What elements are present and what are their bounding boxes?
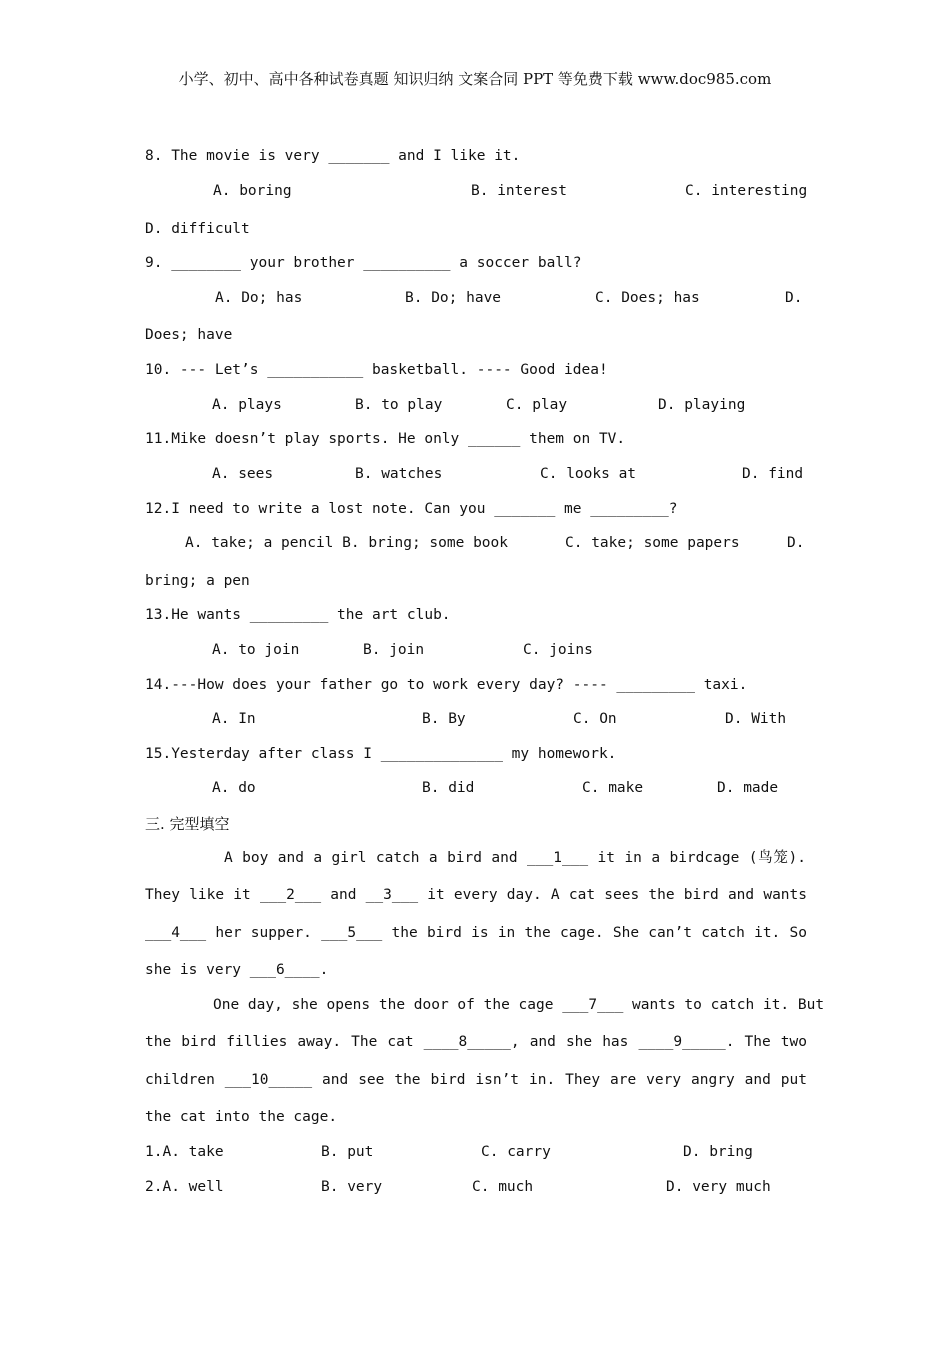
q14-option-c: C. On bbox=[573, 711, 617, 727]
q9-option-b: B. Do; have bbox=[405, 290, 502, 306]
q12-option-d-label: D. bbox=[787, 535, 805, 551]
q8-option-a: A. boring bbox=[213, 183, 292, 199]
cloze-q2-option-d: D. very much bbox=[666, 1179, 771, 1195]
section-3-title: 三. 完型填空 bbox=[145, 815, 230, 833]
question-9-stem: 9. ________ your brother __________ a soccer ball? bbox=[145, 255, 582, 271]
cloze-para2-line1: One day, she opens the door of the cage ___7___ wants to catch it. But bbox=[213, 997, 825, 1013]
q12-option-d: bring; a pen bbox=[145, 573, 250, 589]
q9-option-c: C. Does; has bbox=[595, 290, 700, 306]
cloze-para1-line4: she is very ___6____. bbox=[145, 962, 329, 978]
q14-option-b: B. By bbox=[422, 711, 466, 727]
q11-option-d: D. find bbox=[742, 466, 804, 482]
q15-option-a: A. do bbox=[212, 780, 256, 796]
q10-option-a: A. plays bbox=[212, 397, 282, 413]
cloze-para1-line2: They like it ___2___ and __3___ it every day. A cat sees the bird and wants bbox=[145, 887, 807, 903]
question-14-stem: 14.---How does your father go to work every day? ---- _________ taxi. bbox=[145, 677, 748, 693]
cloze-q1-option-b: B. put bbox=[321, 1144, 374, 1160]
q13-option-a: A. to join bbox=[212, 642, 300, 658]
cloze-para1-line3: ___4___ her supper. ___5___ the bird is in the cage. She can’t catch it. So bbox=[145, 925, 807, 941]
q9-option-a: A. Do; has bbox=[215, 290, 303, 306]
q13-option-b: B. join bbox=[363, 642, 425, 658]
q10-option-b: B. to play bbox=[355, 397, 443, 413]
q9-option-d: Does; have bbox=[145, 327, 233, 343]
q10-option-d: D. playing bbox=[658, 397, 746, 413]
q12-option-ab: A. take; a pencil B. bring; some book bbox=[185, 535, 509, 551]
cloze-para2-line4: the cat into the cage. bbox=[145, 1109, 338, 1125]
question-10-stem: 10. --- Let’s ___________ basketball. ---- Good idea! bbox=[145, 362, 608, 378]
q11-option-a: A. sees bbox=[212, 466, 274, 482]
cloze-q2-option-c: C. much bbox=[472, 1179, 534, 1195]
q10-option-c: C. play bbox=[506, 397, 568, 413]
cloze-q2-option-a: 2.A. well bbox=[145, 1179, 224, 1195]
q12-option-c: C. take; some papers bbox=[565, 535, 740, 551]
q8-option-d: D. difficult bbox=[145, 221, 250, 237]
q15-option-d: D. made bbox=[717, 780, 779, 796]
cloze-q1-option-a: 1.A. take bbox=[145, 1144, 224, 1160]
question-13-stem: 13.He wants _________ the art club. bbox=[145, 607, 451, 623]
q13-option-c: C. joins bbox=[523, 642, 593, 658]
cloze-q2-option-b: B. very bbox=[321, 1179, 383, 1195]
q9-option-d-label: D. bbox=[785, 290, 803, 306]
question-12-stem: 12.I need to write a lost note. Can you _______ me _________? bbox=[145, 501, 678, 517]
cloze-para1-line1: A boy and a girl catch a bird and ___1___ it in a birdcage (鸟笼). bbox=[224, 850, 806, 866]
q15-option-b: B. did bbox=[422, 780, 475, 796]
cloze-q1-option-c: C. carry bbox=[481, 1144, 551, 1160]
page-header: 小学、初中、高中各种试卷真题 知识归纳 文案合同 PPT 等免费下载 www.doc985.com bbox=[178, 70, 772, 88]
q14-option-d: D. With bbox=[725, 711, 787, 727]
q11-option-c: C. looks at bbox=[540, 466, 637, 482]
q11-option-b: B. watches bbox=[355, 466, 443, 482]
cloze-para2-line2: the bird fillies away. The cat ____8_____, and she has ____9_____. The two bbox=[145, 1034, 807, 1050]
q15-option-c: C. make bbox=[582, 780, 644, 796]
cloze-q1-option-d: D. bring bbox=[683, 1144, 753, 1160]
q8-option-c: C. interesting bbox=[685, 183, 808, 199]
q8-option-b: B. interest bbox=[471, 183, 568, 199]
q14-option-a: A. In bbox=[212, 711, 256, 727]
question-15-stem: 15.Yesterday after class I ______________ my homework. bbox=[145, 746, 617, 762]
question-8-stem: 8. The movie is very _______ and I like it. bbox=[145, 148, 521, 164]
question-11-stem: 11.Mike doesn’t play sports. He only ______ them on TV. bbox=[145, 431, 626, 447]
cloze-para2-line3: children ___10_____ and see the bird isn’t in. They are very angry and put bbox=[145, 1072, 807, 1088]
